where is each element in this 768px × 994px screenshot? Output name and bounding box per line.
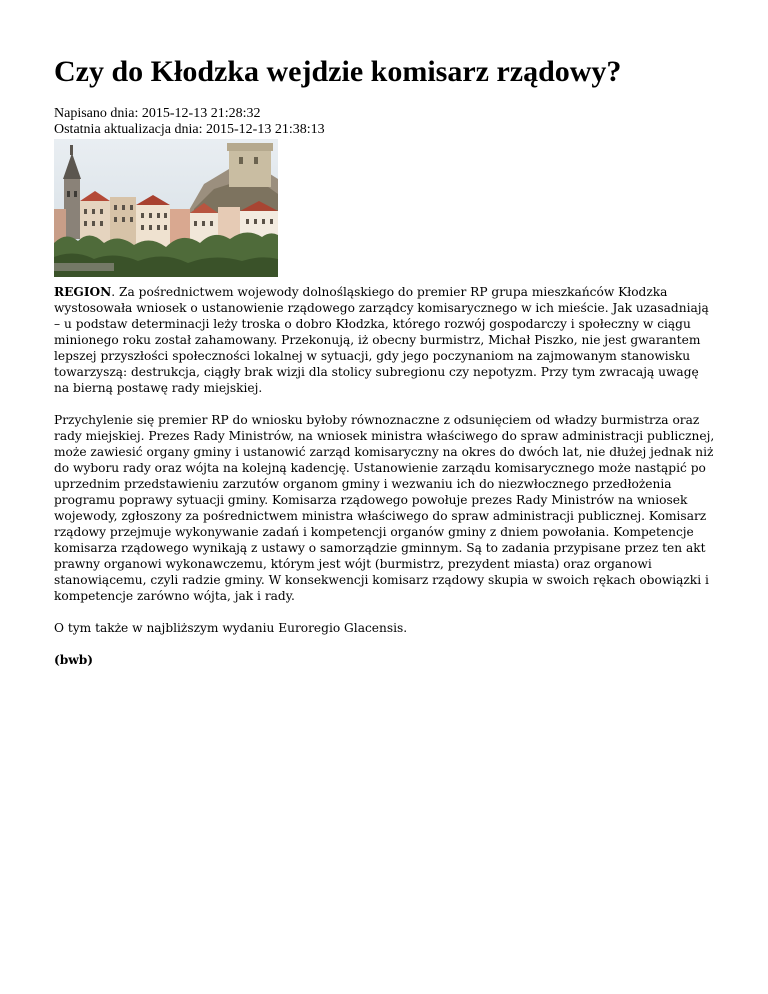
published-value: 2015-12-13 21:28:32 bbox=[141, 106, 261, 121]
town-photo-illustration bbox=[54, 139, 278, 277]
article-body bbox=[54, 284, 716, 684]
article-paragraph-1 bbox=[54, 284, 716, 396]
article-title: Czy do Kłodzka wejdzie komisarz rządowy? bbox=[54, 55, 622, 88]
updated-label: Ostatnia aktualizacja dnia: bbox=[54, 122, 203, 137]
published-label: Napisano dnia: bbox=[54, 106, 139, 121]
updated-line bbox=[54, 122, 325, 138]
paragraph-1-text: . Za pośrednictwem wojewody dolnośląskiego do premier RP grupa mieszkańców Kłodzka wystosowała wniosek o ustanowienie rządowego zarządcy komisarycznego w ich mieście. Jak uzasadniają – u podstaw determinacji leży troska o dobro Kłodzka, którego rozwój gospodarczy i społeczny w ciągu minionego roku został zahamowany. Przekonują, iż obecny burmistrz, Michał Piszko, nie jest gwarantem lepszej przyszłości społeczności lokalnej w sytuacji, gdy jego poczynaniom na zajmowanym stanowisku towarzyszą: destrukcja, ciągły brak wizji dla stolicy subregionu czy nepotyzm. Przy tym zwracają uwagę na bierną postawę rady miejskiej. bbox=[54, 285, 709, 395]
article-paragraph-3: O tym także w najbliższym wydaniu Euroregio Glacensis. bbox=[54, 621, 408, 635]
published-line bbox=[54, 106, 325, 122]
updated-value: 2015-12-13 21:38:13 bbox=[206, 122, 325, 137]
article-meta bbox=[54, 106, 325, 138]
article-paragraph-2: Przychylenie się premier RP do wniosku byłoby równoznaczne z odsunięciem od władzy burmistrza oraz rady miejskiej. Prezes Rady Ministrów, na wniosek ministra właściwego do spraw administracji publicznej, może zawiesić organy gminy i ustanowić zarząd komisaryczny na okres do dwóch lat, nie dłużej jednak niż do wyboru rady oraz wójta na kolejną kadencję. Ustanowienie zarządu komisarycznego może nastąpić po uprzednim przedstawieniu zarzutów organom gminy i wezwaniu ich do niezwłocznego przedłożenia programu poprawy sytuacji gminy. Komisarza rządowego powołuje prezes Rady Ministrów na wniosek wojewody, zgłoszony za pośrednictwem ministra właściwego do spraw administracji publicznej. Komisarz rządowy przejmuje wykonywanie zadań i kompetencji organów gminy z dniem powołania. Kompetencje komisarza rządowego wynikają z ustawy o samorządzie gminnym. Są to zadania przypisane przez ten akt prawny organowi wykonawczemu, którym jest wójt (burmistrz, prezydent miasta) oraz organowi stanowiącemu, czyli radzie gminy. W konsekwencji komisarz rządowy skupia w swoich rękach obowiązki i kompetencje zarówno wójta, jak i rady. bbox=[54, 413, 715, 603]
lead-word: REGION bbox=[54, 285, 112, 299]
article-author: (bwb) bbox=[54, 653, 94, 667]
article-photo bbox=[54, 139, 278, 277]
